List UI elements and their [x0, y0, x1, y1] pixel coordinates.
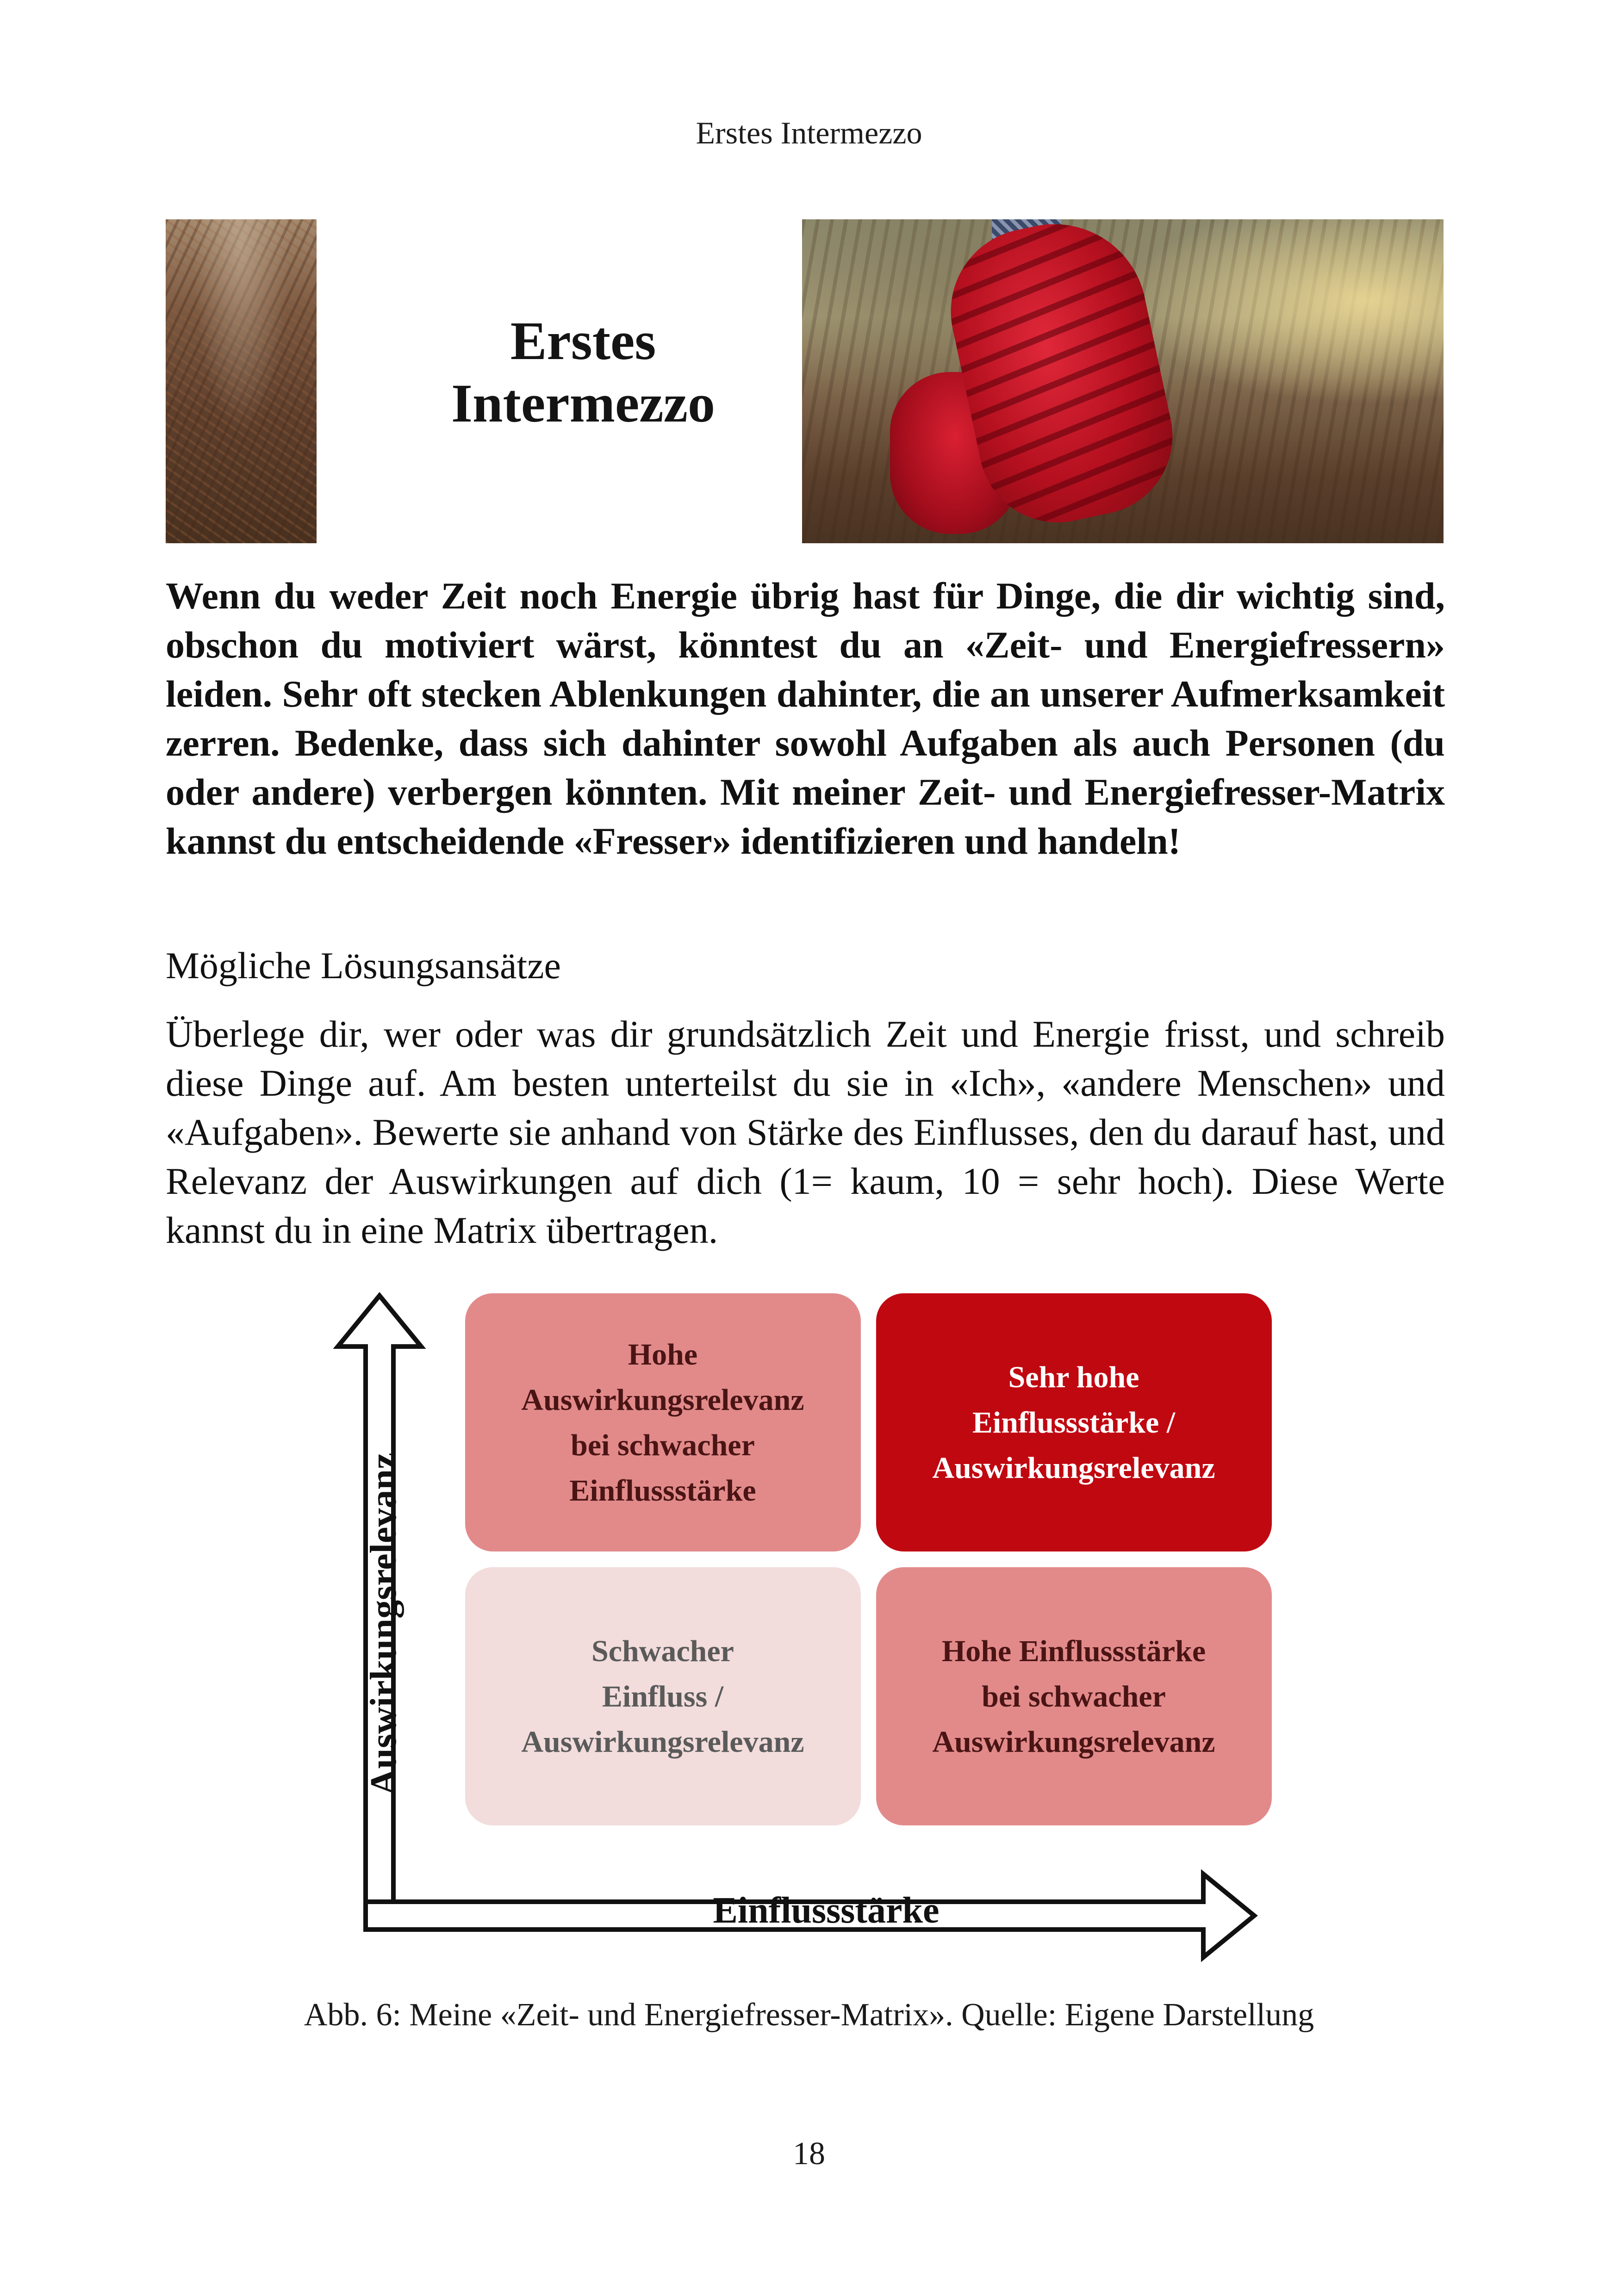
quadrant-text-line: Auswirkungsrelevanz: [932, 1451, 1215, 1485]
forest-floor-photo: [166, 219, 317, 543]
banner-title-line-1: Erstes: [510, 310, 656, 371]
y-axis-label: Auswirkungsrelevanz: [363, 1452, 404, 1796]
quadrant-text-line: Hohe Einflussstärke: [941, 1634, 1206, 1668]
matrix-figure: [324, 1277, 1296, 1971]
banner-title: [352, 310, 815, 434]
quadrant-text-line: Auswirkungsrelevanz: [932, 1725, 1215, 1759]
intro-paragraph: Wenn du weder Zeit noch Energie übrig hast für Dinge, die dir wichtig sind, obschon du motiviert wärst, könntest du an «Zeit- und Energiefressern» leiden. Sehr oft stecken Ablenkungen dahinter, die an unserer Aufmerksamkeit zerren. Bedenke, dass sich dahinter sowohl Aufgaben als auch Personen (du oder andere) verbergen könnten. Mit meiner Zeit- und Energiefresser-Matrix kannst du entscheidende «Fresser» identifizieren und handeln!: [166, 575, 1445, 862]
quadrant-text-line: bei schwacher: [571, 1428, 755, 1462]
running-header: Erstes Intermezzo: [696, 115, 922, 150]
quadrant-text-line: Hohe: [628, 1338, 698, 1371]
red-shoe-photo: [802, 219, 1444, 543]
page-number: 18: [793, 2136, 825, 2172]
quadrant-text-line: Einfluss /: [602, 1680, 724, 1713]
quadrant-text-line: bei schwacher: [982, 1680, 1166, 1713]
banner-title-line-2: Intermezzo: [451, 372, 715, 434]
quadrant-text-line: Sehr hohe: [1008, 1360, 1139, 1394]
quadrant-text-line: Einflussstärke: [569, 1474, 756, 1508]
quadrant-text-line: Auswirkungsrelevanz: [521, 1725, 804, 1759]
quadrant-text-line: Schwacher: [591, 1634, 734, 1668]
quadrant-text-line: Einflussstärke /: [972, 1406, 1176, 1440]
figure-caption: Abb. 6: Meine «Zeit- und Energiefresser-Matrix». Quelle: Eigene Darstellung: [304, 1997, 1314, 2033]
x-axis-label: Einflussstärke: [713, 1890, 940, 1931]
section-subheading: Mögliche Lösungsansätze: [166, 944, 561, 987]
quadrant-text-line: Auswirkungsrelevanz: [521, 1383, 804, 1417]
quadrant-top-left: [465, 1293, 861, 1551]
body-paragraph: Überlege dir, wer oder was dir grundsätzlich Zeit und Energie frisst, und schreib diese Dinge auf. Am besten unterteilst du sie in «Ich», «andere Menschen» und «Aufgaben». Bewerte sie anhand von Stärke des Einflusses, den du darauf hast, und Relevanz der Auswirkungen auf dich (1= kaum, 10 = sehr hoch). Diese Werte kannst du in eine Matrix übertragen.: [166, 1013, 1445, 1251]
